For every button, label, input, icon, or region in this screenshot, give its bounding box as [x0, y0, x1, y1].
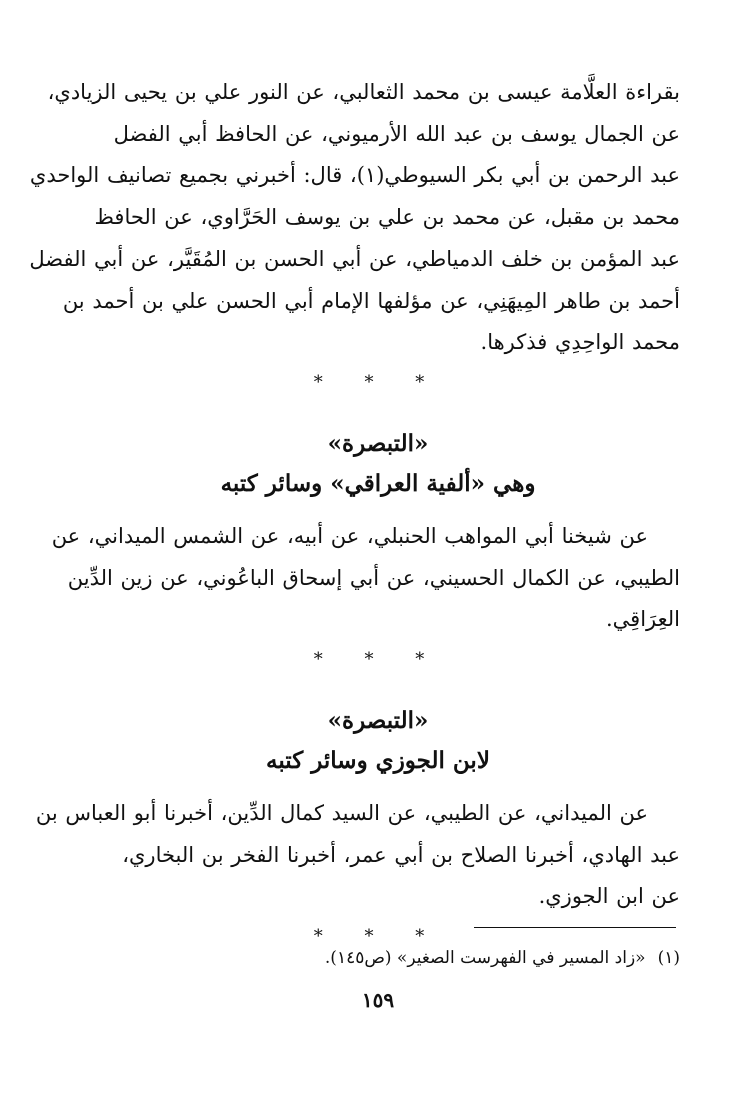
paragraph-chain-iraqi [51, 516, 680, 641]
text-line: عبد الهادي، أخبرنا الصلاح بن أبي عمر، أخبرنا الفخر بن البخاري، [122, 842, 680, 867]
page-body [29, 72, 680, 978]
section-separator: * * * [313, 371, 443, 393]
text-line: العِرَاقِي. [605, 607, 680, 632]
footnote-number: (١) [657, 948, 680, 968]
section-separator: * * * [313, 926, 443, 948]
section-separator: * * * [313, 649, 443, 671]
text-line: عن الميداني، عن الطيبي، عن السيد كمال الدِّين، أخبرنا أبو العباس بن [35, 801, 648, 826]
text-line: الطيبي، عن الكمال الحسيني، عن أبي إسحاق الباعُوني، عن زين الدِّين [67, 565, 680, 590]
footnote-text: «زاد المسير في الفهرست الصغير» (ص١٤٥). [324, 948, 646, 968]
paragraph-chain-wahidi [29, 72, 680, 364]
text-line: أحمد بن طاهر المِيهَنِي، عن مؤلفها الإمام أبي الحسن علي بن أحمد بن [62, 288, 680, 313]
page-number: ١٥٩ [361, 988, 395, 1012]
text-line: عن شيخنا أبي المواهب الحنبلي، عن أبيه، عن الشمس الميداني، عن [51, 523, 648, 548]
footnote-divider [474, 927, 676, 928]
text-line: بقراءة العلَّامة عيسى بن محمد الثعالبي، عن النور علي بن يحيى الزيادي، [47, 80, 680, 104]
section-subtitle: لابن الجوزي وسائر كتبه [266, 747, 490, 775]
paragraph-chain-ibn-jawzi [35, 793, 680, 918]
text-line: عن الجمال يوسف بن عبد الله الأرميوني، عن الحافظ أبي الفضل [113, 121, 680, 146]
text-line: محمد الواحِدِي فذكرها. [480, 330, 680, 355]
text-line: عبد الرحمن بن أبي بكر السيوطي(١)، قال: أخبرني بجميع تصانيف الواحدي [29, 163, 680, 188]
text-line: عن ابن الجوزي. [538, 884, 680, 909]
section-subtitle: وهي «ألفية العراقي» وسائر كتبه [220, 469, 536, 497]
text-line: محمد بن مقبل، عن محمد بن علي بن يوسف الحَرَّاوي، عن الحافظ [94, 205, 680, 230]
text-line: عبد المؤمن بن خلف الدمياطي، عن أبي الحسن بن المُقَيَّر، عن أبي الفضل [29, 246, 680, 271]
section-title: «التبصرة» [327, 707, 429, 735]
section-title: «التبصرة» [327, 429, 429, 457]
footnote [325, 944, 680, 972]
